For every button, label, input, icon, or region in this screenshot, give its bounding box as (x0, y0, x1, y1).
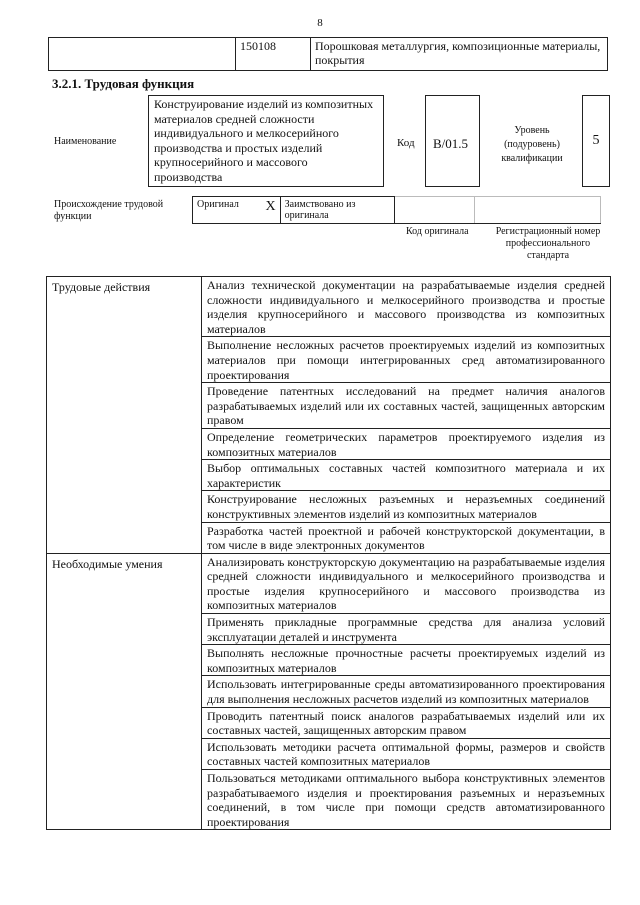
top-row-name: Порошковая металлургия, композиционные материалы, покрытия (311, 38, 608, 71)
main-table (46, 276, 611, 830)
code-original-cell (394, 197, 474, 224)
section-title: 3.2.1. Трудовая функция (52, 76, 195, 91)
labor-actions-item: Выбор оптимальных составных частей композитного материала и их характеристик (202, 460, 611, 491)
top-row-code: 150108 (236, 38, 311, 71)
code-label: Код (397, 137, 415, 149)
skills-item: Анализировать конструкторскую документацию на разрабатываемые изделия средней сложности индивидуального и мелкосерийного производства и простые изделия крупносерийного и массового производства из композитных материалов (202, 553, 611, 613)
borrowed-label: Заимствовано из оригинала (280, 197, 394, 224)
labor-actions-item: Анализ технической документации на разрабатываемые изделия средней сложности индивидуального и мелкосерийного производства и простые изделия крупносерийного и массового производства из композитных материалов (202, 277, 611, 337)
reg-number-label: Регистрационный номер профессионального стандарта (495, 226, 601, 261)
level-label: Уровень (подуровень) квалификации (501, 125, 563, 164)
code-original-label: Код оригинала (406, 226, 469, 237)
table-row (47, 553, 611, 613)
reg-number-cell (474, 197, 600, 224)
labor-actions-item: Проведение патентных исследований на предмет наличия аналогов разрабатываемых изделий или их составных частей, защищенных авторским правом (202, 383, 611, 429)
skills-item: Использовать интегрированные среды автоматизированного проектирования для выполнения несложных расчетов изделий из композитных материалов (202, 676, 611, 707)
top-row-empty-cell (49, 38, 236, 71)
table-row (47, 277, 611, 337)
skills-item: Использовать методики расчета оптимальной формы, размеров и свойств составных частей композитных материалов (202, 738, 611, 769)
original-label: Оригинал (193, 197, 262, 224)
skills-item: Пользоваться методиками оптимального выбора конструктивных элементов разрабатываемого изделия и проектирования разъемных и неразъемных соединений, в том числе при помощи средств автоматизированного проектирования (202, 770, 611, 830)
function-name-box: Конструирование изделий из композитных материалов средней сложности индивидуального и мелкосерийного производства и простых изделий крупносерийного и массового производства (148, 95, 384, 187)
level-value: 5 (592, 133, 600, 148)
labor-actions-item: Разработка частей проектной и рабочей конструкторской документации, в том числе в виде электронных документов (202, 522, 611, 553)
labor-actions-item: Определение геометрических параметров проектируемого изделия из композитных материалов (202, 428, 611, 459)
skills-item: Применять прикладные программные средства для анализа условий эксплуатации деталей и инструмента (202, 614, 611, 645)
origin-label: Происхождение трудовой функции (54, 199, 164, 222)
code-value: В/01.5 (433, 136, 469, 151)
labor-actions-item: Конструирование несложных разъемных и неразъемных соединений конструктивных элементов изделий из композитных материалов (202, 491, 611, 522)
name-label: Наименование (54, 136, 117, 147)
page-number: 8 (317, 17, 323, 29)
skills-item: Проводить патентный поиск аналогов разрабатываемых изделий или их составных частей, защищенных авторским правом (202, 707, 611, 738)
level-box (582, 95, 610, 187)
original-mark: X (262, 197, 281, 224)
labor-actions-label: Трудовые действия (47, 277, 202, 554)
origin-table (192, 196, 601, 224)
top-row-table (48, 37, 608, 71)
skills-item: Выполнять несложные прочностные расчеты проектируемых изделий из композитных материалов (202, 645, 611, 676)
code-box (425, 95, 480, 187)
skills-label: Необходимые умения (47, 553, 202, 830)
labor-actions-item: Выполнение несложных расчетов проектируемых изделий из композитных материалов при помощи интегрированных сред автоматизированного проектирования (202, 337, 611, 383)
